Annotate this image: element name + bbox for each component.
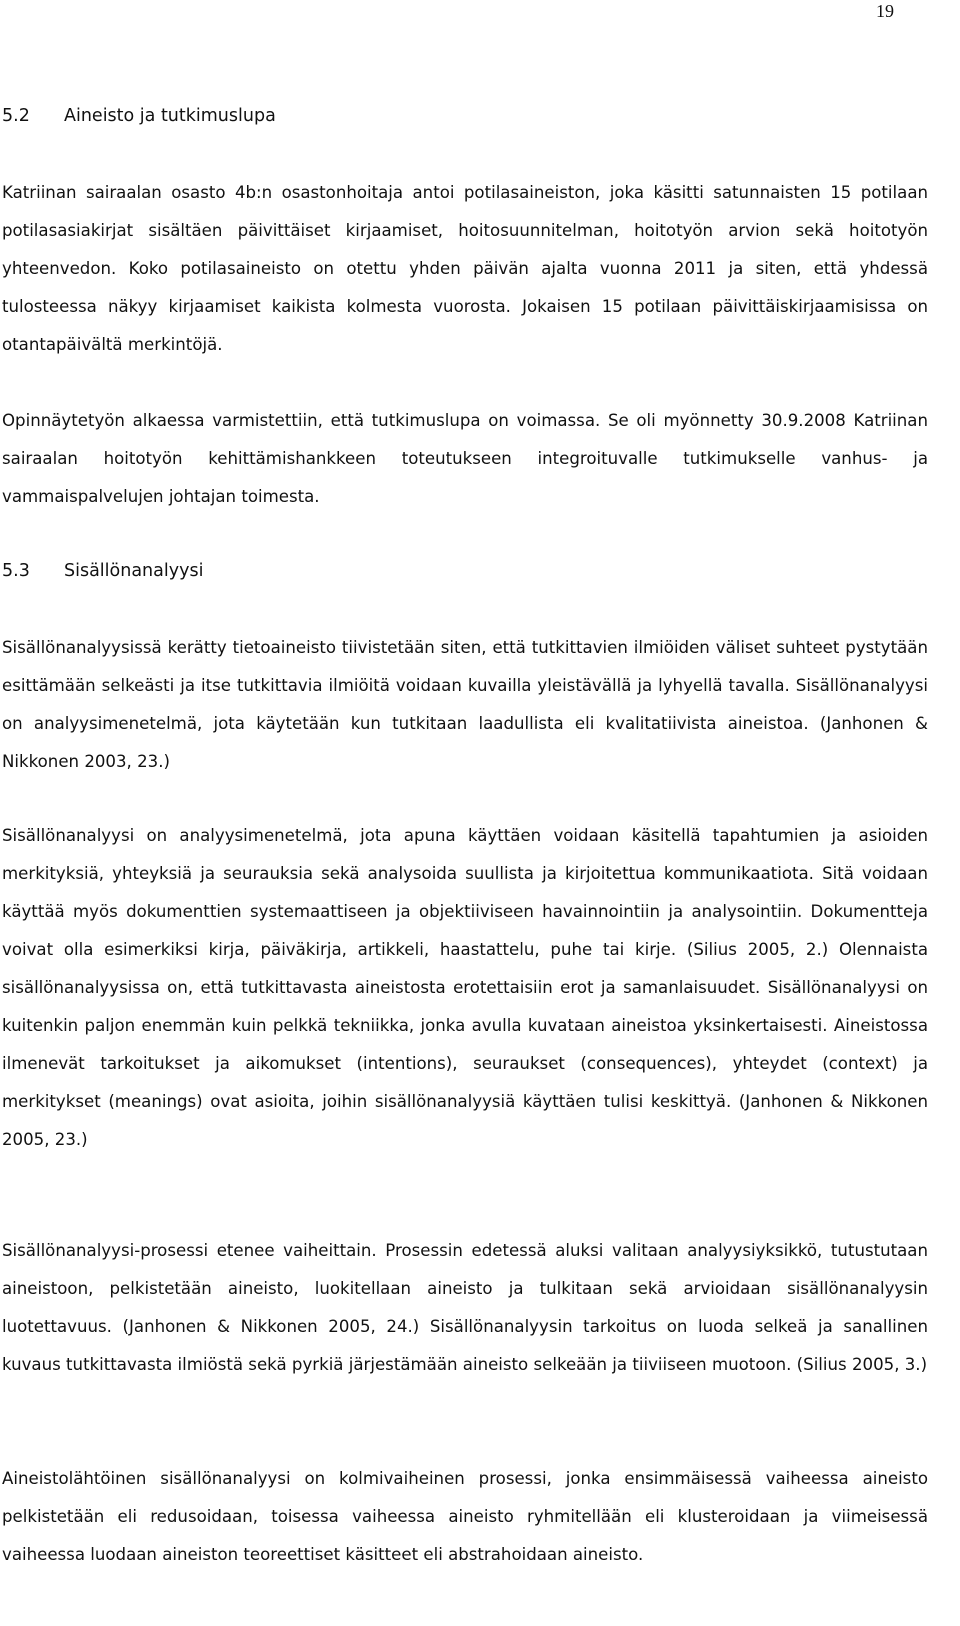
- section-title: Aineisto ja tutkimuslupa: [64, 106, 276, 126]
- section-heading-5-3: [2, 559, 203, 583]
- page-number: 19: [876, 1, 894, 21]
- paragraph: Aineistolähtöinen sisällönanalyysi on kolmivaiheinen prosessi, jonka ensimmäisessä vaiheessa aineisto pelkistetään eli redusoidaan, toisessa vaiheessa aineisto ryhmitellään eli klusteroidaan ja viimeisessä vaiheessa luodaan aineiston teoreettiset käsitteet eli abstrahoidaan aineisto.: [2, 1469, 928, 1564]
- paragraph: Sisällönanalyysi-prosessi etenee vaiheittain. Prosessin edetessä aluksi valitaan analyysiyksikkö, tutustutaan aineistoon, pelkistetään aineisto, luokitellaan aineisto ja tulkitaan sekä arvioidaan sisällönanalyysin luotettavuus. (Janhonen & Nikkonen 2005, 24.) Sisällönanalyysin tarkoitus on luoda selkeä ja sanallinen kuvaus tutkittavasta ilmiöstä sekä pyrkiä järjestämään aineisto selkeään ja tiiviiseen muotoon. (Silius 2005, 3.): [2, 1241, 928, 1374]
- section-heading-5-2: [2, 104, 276, 128]
- section-number: 5.2: [2, 106, 30, 126]
- paragraph: Katriinan sairaalan osasto 4b:n osastonhoitaja antoi potilasaineiston, joka käsitti satunnaisten 15 potilaan potilasasiakirjat sisältäen päivittäiset kirjaamiset, hoitosuunnitelman, hoitotyön arvion sekä hoitotyön yhteenvedon. Koko potilasaineisto on otettu yhden päivän ajalta vuonna 2011 ja siten, että yhdessä tulosteessa näkyy kirjaamiset kaikista kolmesta vuorosta. Jokaisen 15 potilaan päivittäiskirjaamisissa on otantapäivältä merkintöjä.: [2, 183, 928, 354]
- paragraph: Opinnäytetyön alkaessa varmistettiin, että tutkimuslupa on voimassa. Se oli myönnetty 30.9.2008 Katriinan sairaalan hoitotyön kehittämishankkeen toteutukseen integroituvalle tutkimukselle vanhus- ja vammaispalvelujen johtajan toimesta.: [2, 411, 928, 506]
- section-title: Sisällönanalyysi: [64, 561, 204, 581]
- paragraph: Sisällönanalyysi on analyysimenetelmä, jota apuna käyttäen voidaan käsitellä tapahtumien ja asioiden merkityksiä, yhteyksiä ja seurauksia sekä analysoida suullista ja kirjoitettua kommunikaatiota. Sitä voidaan käyttää myös dokumenttien systemaattiseen ja objektiiviseen havainnointiin ja analysointiin. Dokumentteja voivat olla esimerkiksi kirja, päiväkirja, artikkeli, haastattelu, puhe tai kirje. (Silius 2005, 2.) Olennaista sisällönanalyysissa on, että tutkittavasta aineistosta erotettaisiin erot ja samanlaisuudet. Sisällönanalyysi on kuitenkin paljon enemmän kuin pelkkä tekniikka, jonka avulla kuvataan aineistoa yksinkertaisesti. Aineistossa ilmenevät tarkoitukset ja aikomukset (intentions), seuraukset (consequences), yhteydet (context) ja merkitykset (meanings) ovat asioita, joihin sisällönanalyysiä käyttäen tulisi keskittyä. (Janhonen & Nikkonen 2005, 23.): [2, 826, 928, 1149]
- paragraph: Sisällönanalyysissä kerätty tietoaineisto tiivistetään siten, että tutkittavien ilmiöiden väliset suhteet pystytään esittämään selkeästi ja itse tutkittavia ilmiöitä voidaan kuvailla yleistävällä ja lyhyellä tavalla. Sisällönanalyysi on analyysimenetelmä, jota käytetään kun tutkitaan laadullista eli kvalitatiivista aineistoa. (Janhonen & Nikkonen 2003, 23.): [2, 638, 928, 771]
- section-number: 5.3: [2, 561, 30, 581]
